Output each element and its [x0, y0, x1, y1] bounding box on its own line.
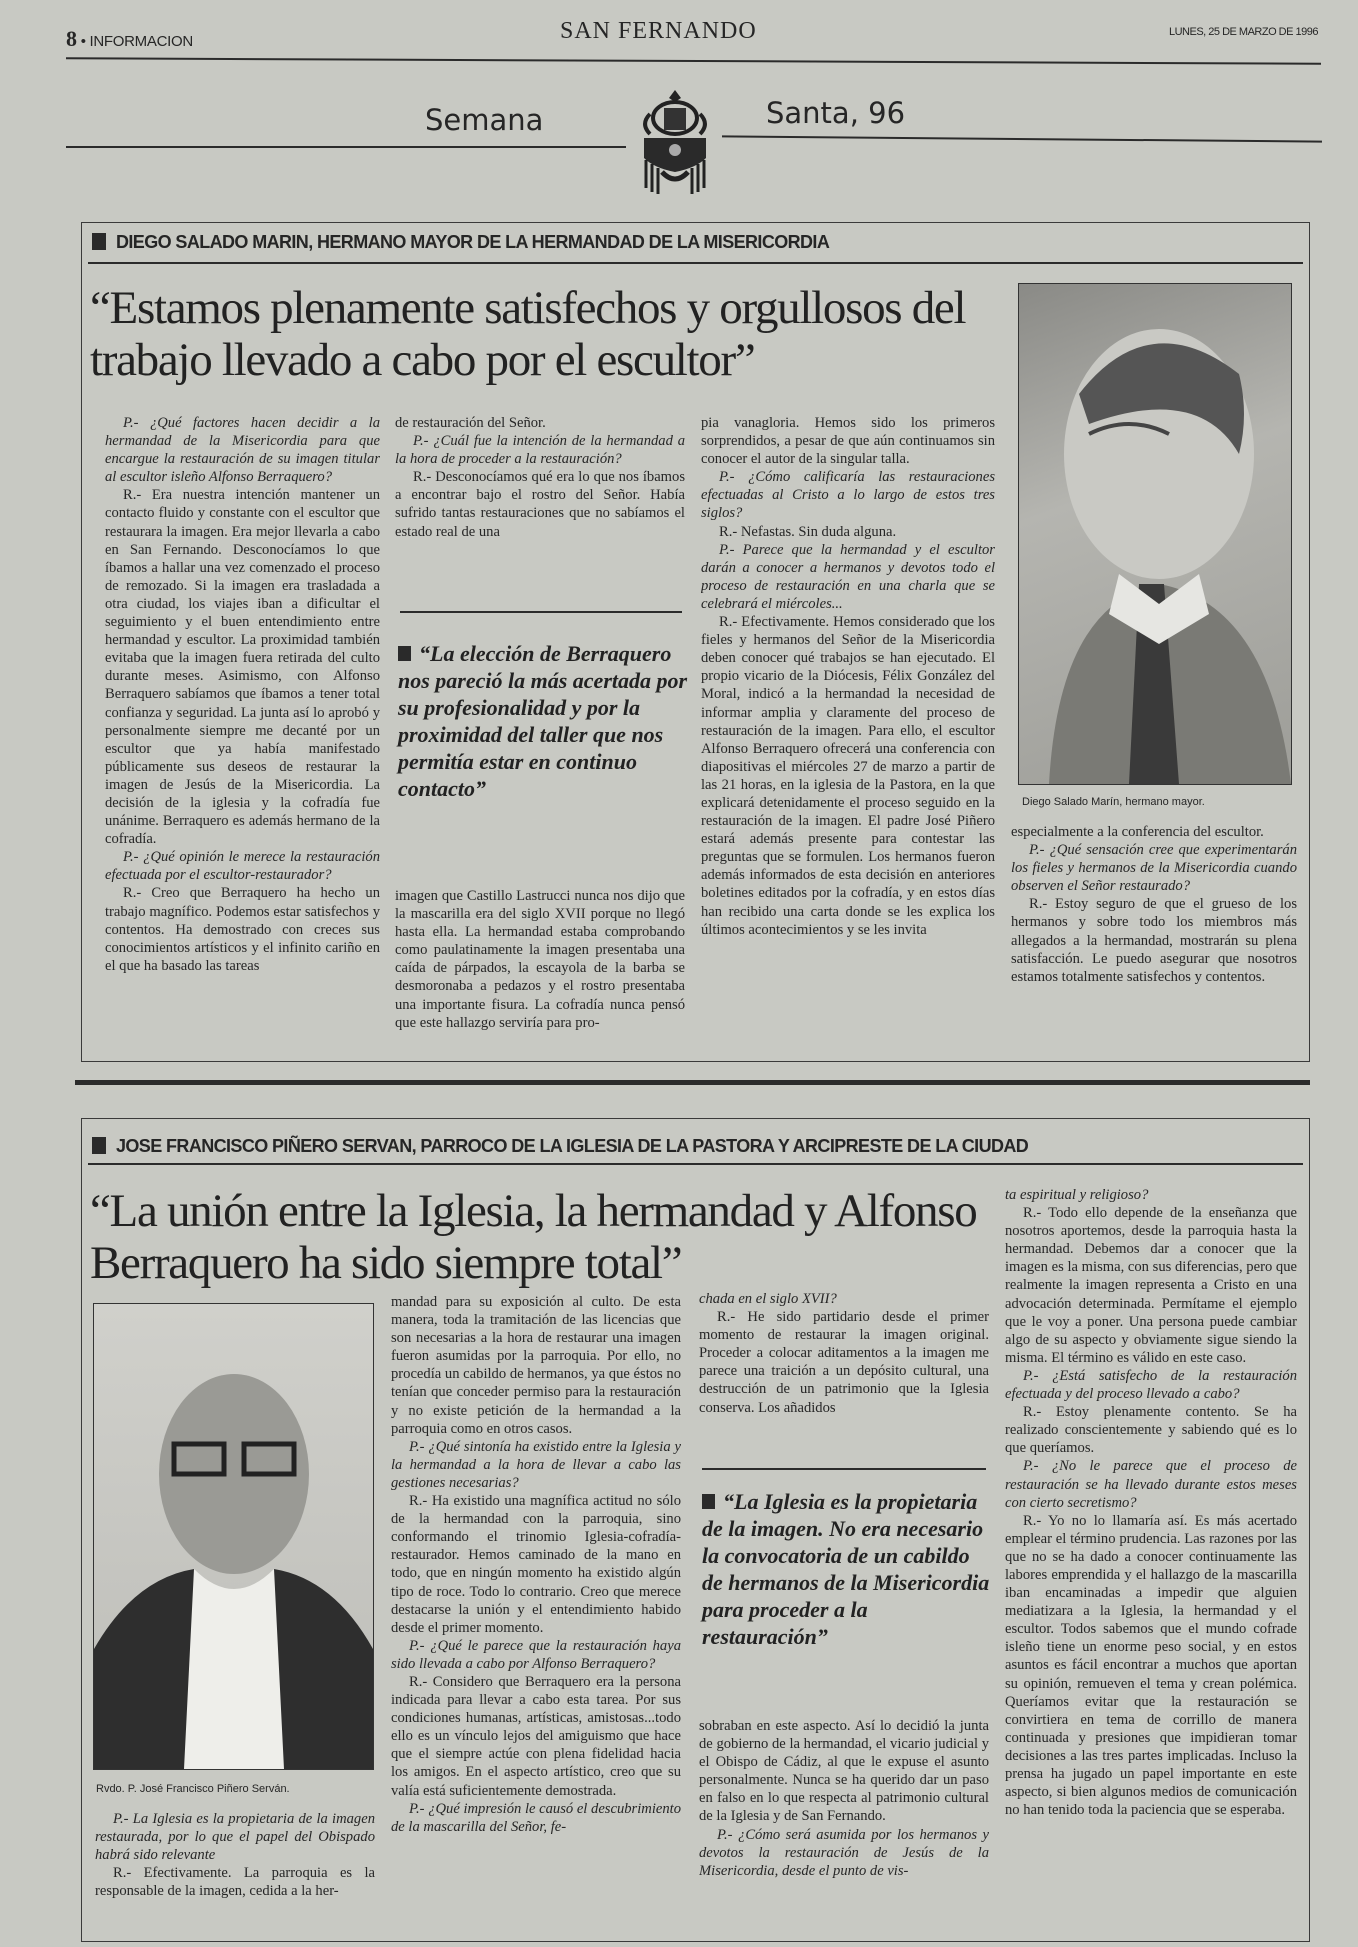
kicker-rule — [88, 1163, 1303, 1165]
interview-answer: R.- Estoy seguro de que el grueso de los hermanos y sobre todo los miembros más allegados a la hermandad, mostrarán su plena satisfacción. Le puedo asegurar que nosotros estamos totalmente satisfechos y contentos. — [1011, 896, 1297, 985]
section-name: • INFORMACION — [80, 33, 193, 50]
article2-column-4 — [1005, 1186, 1297, 1938]
interview-question: P.- La Iglesia es la propietaria de la imagen restaurada, por lo que el papel del Obispado habrá sido relevante — [95, 1811, 375, 1864]
pull-quote-text: “La Iglesia es la propietaria de la imagen. No era necesario la convocatoria de un cabildo de hermanos de la Misericordia para proceder a la restauración” — [702, 1489, 990, 1649]
interview-answer: R.- Nefastas. Sin duda alguna. — [719, 523, 897, 540]
interview-answer: R.- Era nuestra intención mantener un contacto fluido y constante con el escultor que restaurara la imagen. Era mejor llevarla a cabo en San Fernando. Desconocíamos lo que íbamos a hallar una vez comenzado el proceso de remozado. Si la imagen era trasladada a otra ciudad, los viajes iban a dificultar el seguimiento y el buen entendimiento entre hermandad y escultor. La proximidad también evitaba que la imagen fuera retirada del culto durante meses. Asimismo, con Alfonso Berraquero sabíamos que íbamos a tener total confianza y seguridad. La junta así lo aprobó y personalmente siempre me decanté por un escultor que ya había manifestado públicamente sus deseos de restaurar la imagen de Jesús de la Misericordia. La decisión de la iglesia y la cofradía fue unánime. Berraquero es además hermano de la cofradía. — [105, 487, 380, 848]
article2-headline: “La unión entre la Iglesia, la hermandad y Alfonso Berraquero ha sido siempre total” — [90, 1185, 977, 1289]
interview-question: P.- ¿Está satisfecho de la restauración efectuada y del proceso llevado a cabo? — [1005, 1367, 1297, 1403]
interview-answer: pia vanagloria. Hemos sido los primeros sorprendidos, a pesar de que aún continuamos sin conocer el autor de la singular talla. — [701, 415, 995, 468]
article1-column-1 — [105, 414, 380, 1054]
interview-answer: R.- Yo no lo llamaría así. Es más acertado emplear el término prudencia. Las razones por las que no se ha dado a conocer continuamente las labores emprendida y el hallazgo de la mascarilla iban encaminadas a impedir que alguien mediatizara a la Iglesia, la hermandad y el escultor. Todos sabemos que el mundo cofrade isleño tiene un enorme peso social, y en estos asuntos es fácil encontrar a muchos que aportan su opinión, remueven el tema y crean polémica. Queríamos evitar que la restauración se convirtiera en tema de corrillo de manera continuada y presiones que impidieran tomar decisiones a las tres partes implicadas. Incluso la prensa ha jugado un papel importante en este aspecto, si bien algunos medios de comunicación no han tenido toda la paciencia que se esperaba. — [1005, 1512, 1297, 1819]
interview-answer: R.- He sido partidario desde el primer momento de restaurar la imagen original. Proceder a colocar aditamentos a la imagen me parece una traición a un depósito cultural, una destrucción de un patrimonio que la Iglesia conserva. Los añadidos — [699, 1309, 989, 1416]
interview-question: P.- ¿Cuál fue la intención de la hermandad a la hora de proceder a la restauración? — [395, 433, 685, 468]
article1-column-3 — [701, 414, 995, 1054]
interview-answer: R.- Desconocíamos qué era lo que nos íbamos a encontrar bajo el rostro del Señor. Había sufrido tantas restauraciones que no sabíamos el estado real de una — [395, 469, 685, 540]
interview-answer: R.- Efectivamente. Hemos considerado que los fieles y hermanos del Señor de la Misericordia deben conocer qué trabajos se han ejecutado. El propio vicario de la Diócesis, Félix González del Moral, indicó a la hermandad la necesidad de informar amplia y claramente del proceso de restauración de la imagen. Para ello, el escultor Alfonso Berraquero ofrecerá una conferencia con diapositivas el miércoles 27 de marzo a partir de las 21 horas, en la iglesia de la Pastora, en la que explicará detenidamente el proceso seguido en la restauración de la imagen. El padre José Piñero estará además presente para contestar las preguntas que se formulen. Los hermanos fueron además informados de esta decisión en anteriores boletines editados por la cofradía, y en estos días han recibido una carta donde se les explica los últimos acontecimientos y se les invita — [701, 614, 995, 938]
bullet-square-icon — [702, 1494, 715, 1509]
page-section-label — [66, 26, 193, 52]
interview-question: P.- ¿Cómo será asumida por los hermanos y devotos la restauración de Jesús de la Misericordia, desde el punto de vis- — [699, 1826, 989, 1879]
bullet-square-icon — [398, 646, 411, 661]
article2-pull-quote — [702, 1488, 992, 1650]
article2-kicker-text: JOSE FRANCISCO PIÑERO SERVAN, PARROCO DE LA IGLESIA DE LA PASTORA Y ARCIPRESTE DE LA CIUDAD — [116, 1136, 1029, 1156]
banner-santa: Santa, 96 — [766, 96, 906, 130]
article1-column-4 — [1011, 823, 1297, 1055]
interview-question: P.- ¿Qué sintonía ha existido entre la Iglesia y la hermandad a la hora de llevar a cabo las gestiones necesarias? — [391, 1438, 681, 1491]
article2-column-1 — [95, 1810, 375, 1940]
interview-answer: imagen que Castillo Lastrucci nunca nos dijo que la mascarilla era del siglo XVII porque no llegó hasta ella. La hermandad estaba comprobando como paulatinamente la imagen presentaba una caída de párpados, la escayola de la barba se desmoronaba a pedazos y el rostro presentaba una importante fisura. La cofradía nunca pensó que este hallazgo serviría para pro- — [395, 888, 685, 1031]
portrait-man-icon — [1019, 284, 1291, 784]
interview-answer: R.- Estoy plenamente contento. Se ha realizado conscientemente y sabiendo qué es lo que queríamos. — [1005, 1404, 1297, 1457]
header-rule — [66, 57, 1321, 64]
kicker-rule — [88, 262, 1303, 264]
interview-question: P.- Parece que la hermandad y el escultor darán a conocer a hermanos y devotos todo el proceso de restauración en una charla que se celebrará el miércoles... — [701, 541, 995, 612]
interview-question: ta espiritual y religioso? — [1005, 1187, 1149, 1203]
interview-question: P.- ¿Qué sensación cree que experimentarán los fieles y hermanos de la Misericordia cuando observen el Señor restaurado? — [1011, 842, 1297, 895]
interview-question: P.- ¿No le parece que el proceso de restauración se ha llevado durante estos meses con cierto secretismo? — [1005, 1458, 1297, 1511]
portrait-priest-icon — [94, 1304, 373, 1769]
interview-question: chada en el siglo XVII? — [699, 1291, 837, 1307]
article1-column-2-bottom — [395, 887, 685, 1055]
interview-answer: mandad para su exposición al culto. De esta manera, toda la tramitación de las licencias que son necesarias a la hora de restaurar una imagen fueron asumidas por la parroquia. Por ello, no procedía un cabildo de hermanos, ya que éstos no tenían que conceder permiso para la restauración y no existe petición de la hermandad a la parroquia como en otros casos. — [391, 1294, 681, 1437]
article1-pull-quote — [398, 640, 688, 802]
article1-headline: “Estamos plenamente satisfechos y orgullosos del trabajo llevado a cabo por el escultor” — [90, 282, 966, 386]
pull-quote-rule — [702, 1468, 986, 1470]
banner-rule-left — [66, 146, 626, 148]
cofradia-emblem-icon — [636, 88, 714, 196]
article-separator — [75, 1080, 1310, 1085]
newspaper-section-title: SAN FERNANDO — [560, 18, 757, 44]
interview-answer: R.- Considero que Berraquero era la persona indicada para llevar a cabo esta tarea. Por sus condiciones humanas, artísticas, amistosas...todo ello es un vínculo lejos del amiguismo que hace que el siempre actúe con plena fidelidad hacia los amigos. En el aspecto artístico, creo que su valía está suficientemente demostrada. — [391, 1673, 681, 1799]
interview-question: P.- ¿Cómo calificaría las restauraciones efectuadas al Cristo a lo largo de estos tres siglos? — [701, 469, 995, 522]
article1-kicker — [92, 232, 829, 253]
article2-column-3-bottom — [699, 1717, 989, 1939]
banner-semana: Semana — [425, 103, 544, 137]
interview-answer: R.- Efectivamente. La parroquia es la responsable de la imagen, cedida a la her- — [95, 1865, 375, 1900]
article1-kicker-text: DIEGO SALADO MARIN, HERMANO MAYOR DE LA HERMANDAD DE LA MISERICORDIA — [116, 232, 830, 252]
article2-column-2 — [391, 1293, 681, 1938]
interview-answer: R.- Todo ello depende de la enseñanza que nosotros aportemos, desde la parroquia hasta la hermandad. Debemos dar a conocer que la imagen es la misma, con sus diferencias, pero que realmente la imagen representa a Cristo en una advocación determinada. Permítame el ejemplo que le voy a poner. Una persona puede cambiar algo de su aspecto y obviamente sigue siendo la misma. El término es válido en este caso. — [1005, 1205, 1297, 1366]
interview-answer: R.- Creo que Berraquero ha hecho un trabajo magnífico. Podemos estar satisfechos y contentos. Ha demostrado con creces sus conocimientos artísticos y el infinito cariño en el que ha basado las tareas — [105, 885, 380, 974]
bullet-square-icon — [92, 1137, 106, 1154]
bullet-square-icon — [92, 233, 106, 250]
pull-quote-text: “La elección de Berraquero nos pareció la más acertada por su profesionalidad y por la proximidad del taller que nos permitía estar en continuo contacto” — [398, 641, 688, 801]
interview-answer: de restauración del Señor. — [395, 415, 546, 431]
interview-question: P.- ¿Qué factores hacen decidir a la hermandad de la Misericordia para que encargue la restauración de su imagen titular al escultor isleño Alfonso Berraquero? — [105, 415, 380, 486]
photo-jose-francisco-pinero — [93, 1303, 374, 1770]
article1-column-2-top — [395, 414, 685, 574]
article2-column-3-top — [699, 1290, 989, 1430]
interview-question: P.- ¿Qué le parece que la restauración haya sido llevada a cabo por Alfonso Berraquero? — [391, 1637, 681, 1672]
interview-question: P.- ¿Qué opinión le merece la restauración efectuada por el escultor-restaurador? — [105, 849, 380, 884]
interview-answer: R.- Ha existido una magnífica actitud no sólo de la hermandad con la parroquia, sino conformando el trinomio Iglesia-cofradía-restaurador. Hemos caminado de la mano en todo, que en ningún momento ha existido algún tipo de roce. Todo lo contrario. Creo que merece destacarse la unión y el entendimiento habido desde el primer momento. — [391, 1493, 681, 1636]
photo-caption-pinero: Rvdo. P. José Francisco Piñero Serván. — [96, 1783, 290, 1795]
article2-kicker — [92, 1136, 1028, 1157]
issue-date: LUNES, 25 DE MARZO DE 1996 — [1168, 26, 1318, 38]
interview-answer: especialmente a la conferencia del escultor. — [1011, 824, 1264, 840]
banner-rule-right — [722, 135, 1322, 142]
photo-diego-salado-marin — [1018, 283, 1292, 785]
interview-answer: sobraban en este aspecto. Así lo decidió la junta de gobierno de la hermandad, el vicario judicial y el Obispo de Cádiz, al que le expuse el asunto personalmente. Nunca se ha querido dar un paso en falso en lo que respecta al patrimonio cultural de la Iglesia y de San Fernando. — [699, 1718, 989, 1825]
pull-quote-rule — [400, 611, 682, 613]
page-number: 8 — [66, 26, 77, 51]
photo-caption-diego: Diego Salado Marín, hermano mayor. — [1022, 796, 1205, 808]
interview-question: P.- ¿Qué impresión le causó el descubrimiento de la mascarilla del Señor, fe- — [391, 1800, 681, 1835]
